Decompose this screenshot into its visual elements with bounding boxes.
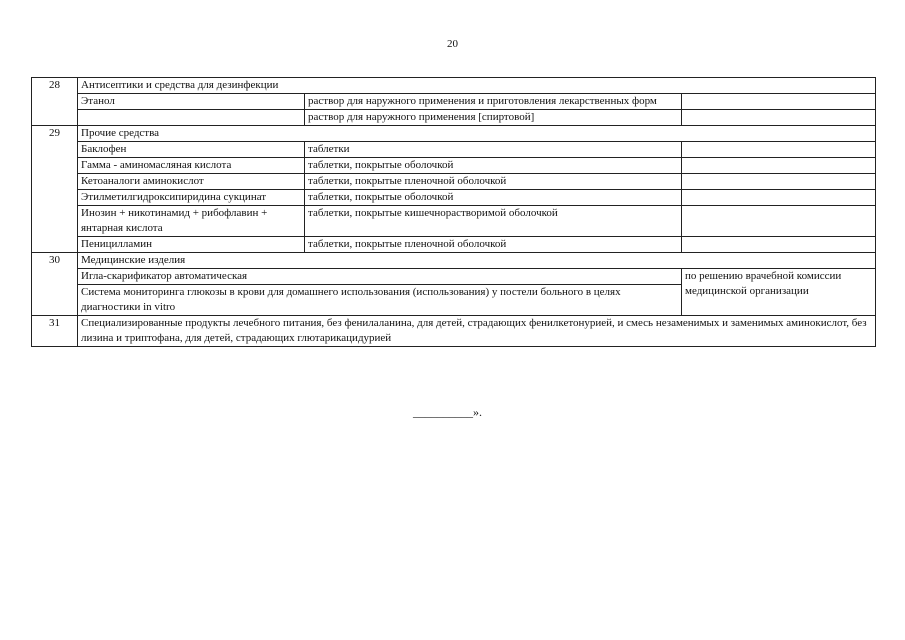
medication-table bbox=[31, 77, 876, 347]
dosage-form: таблетки, покрытые кишечнорастворимой оболочкой bbox=[305, 206, 682, 237]
section-title: Прочие средства bbox=[78, 126, 876, 142]
drug-name: Кетоаналоги аминокислот bbox=[78, 174, 305, 190]
drug-name: Пеницилламин bbox=[78, 237, 305, 253]
dosage-form: раствор для наружного применения [спиртовой] bbox=[305, 110, 682, 126]
note-cell bbox=[682, 142, 876, 158]
dosage-form: таблетки bbox=[305, 142, 682, 158]
section-29-header-row bbox=[32, 126, 876, 142]
drug-name: Гамма - аминомасляная кислота bbox=[78, 158, 305, 174]
table-row bbox=[32, 142, 876, 158]
note-cell bbox=[682, 174, 876, 190]
closing-mark: __________». bbox=[413, 405, 482, 419]
section-30-header-row bbox=[32, 253, 876, 269]
drug-name: Этилметилгидроксипиридина сукцинат bbox=[78, 190, 305, 206]
dosage-form: таблетки, покрытые пленочной оболочкой bbox=[305, 237, 682, 253]
drug-name: Инозин + никотинамид + рибофлавин + янтарная кислота bbox=[78, 206, 305, 237]
section-number: 28 bbox=[32, 78, 78, 126]
dosage-form: таблетки, покрытые оболочкой bbox=[305, 190, 682, 206]
commission-note: по решению врачебной комиссии медицинской организации bbox=[682, 269, 876, 316]
table-row bbox=[32, 269, 876, 285]
drug-name: Этанол bbox=[78, 94, 305, 110]
table-row bbox=[32, 110, 876, 126]
section-title: Медицинские изделия bbox=[78, 253, 876, 269]
dosage-form: таблетки, покрытые оболочкой bbox=[305, 158, 682, 174]
table-row bbox=[32, 206, 876, 237]
note-cell bbox=[682, 110, 876, 126]
table-row bbox=[32, 190, 876, 206]
dosage-form: таблетки, покрытые пленочной оболочкой bbox=[305, 174, 682, 190]
section-number: 31 bbox=[32, 316, 78, 347]
dosage-form: раствор для наружного применения и приготовления лекарственных форм bbox=[305, 94, 682, 110]
drug-name: Баклофен bbox=[78, 142, 305, 158]
note-cell bbox=[682, 190, 876, 206]
device-name: Система мониторинга глюкозы в крови для домашнего использования (использования) у постели больного в целях диагностики in vitro bbox=[78, 285, 682, 316]
note-cell bbox=[682, 158, 876, 174]
section-number: 29 bbox=[32, 126, 78, 253]
section-title: Антисептики и средства для дезинфекции bbox=[78, 78, 876, 94]
table-row bbox=[32, 237, 876, 253]
note-cell bbox=[682, 94, 876, 110]
note-cell bbox=[682, 206, 876, 237]
note-cell bbox=[682, 237, 876, 253]
table-row bbox=[32, 174, 876, 190]
table-row bbox=[32, 94, 876, 110]
drug-name bbox=[78, 110, 305, 126]
section-28-header-row bbox=[32, 78, 876, 94]
section-number: 30 bbox=[32, 253, 78, 316]
section-31-row bbox=[32, 316, 876, 347]
section-title: Специализированные продукты лечебного питания, без фенилаланина, для детей, страдающих фенилкетонурией, и смесь незаменимых и заменимых аминокислот, без лизина и триптофана, для детей, страдающих глютарикацидурией bbox=[78, 316, 876, 347]
page-number: 20 bbox=[447, 38, 458, 50]
device-name: Игла-скарификатор автоматическая bbox=[78, 269, 682, 285]
table-row bbox=[32, 158, 876, 174]
